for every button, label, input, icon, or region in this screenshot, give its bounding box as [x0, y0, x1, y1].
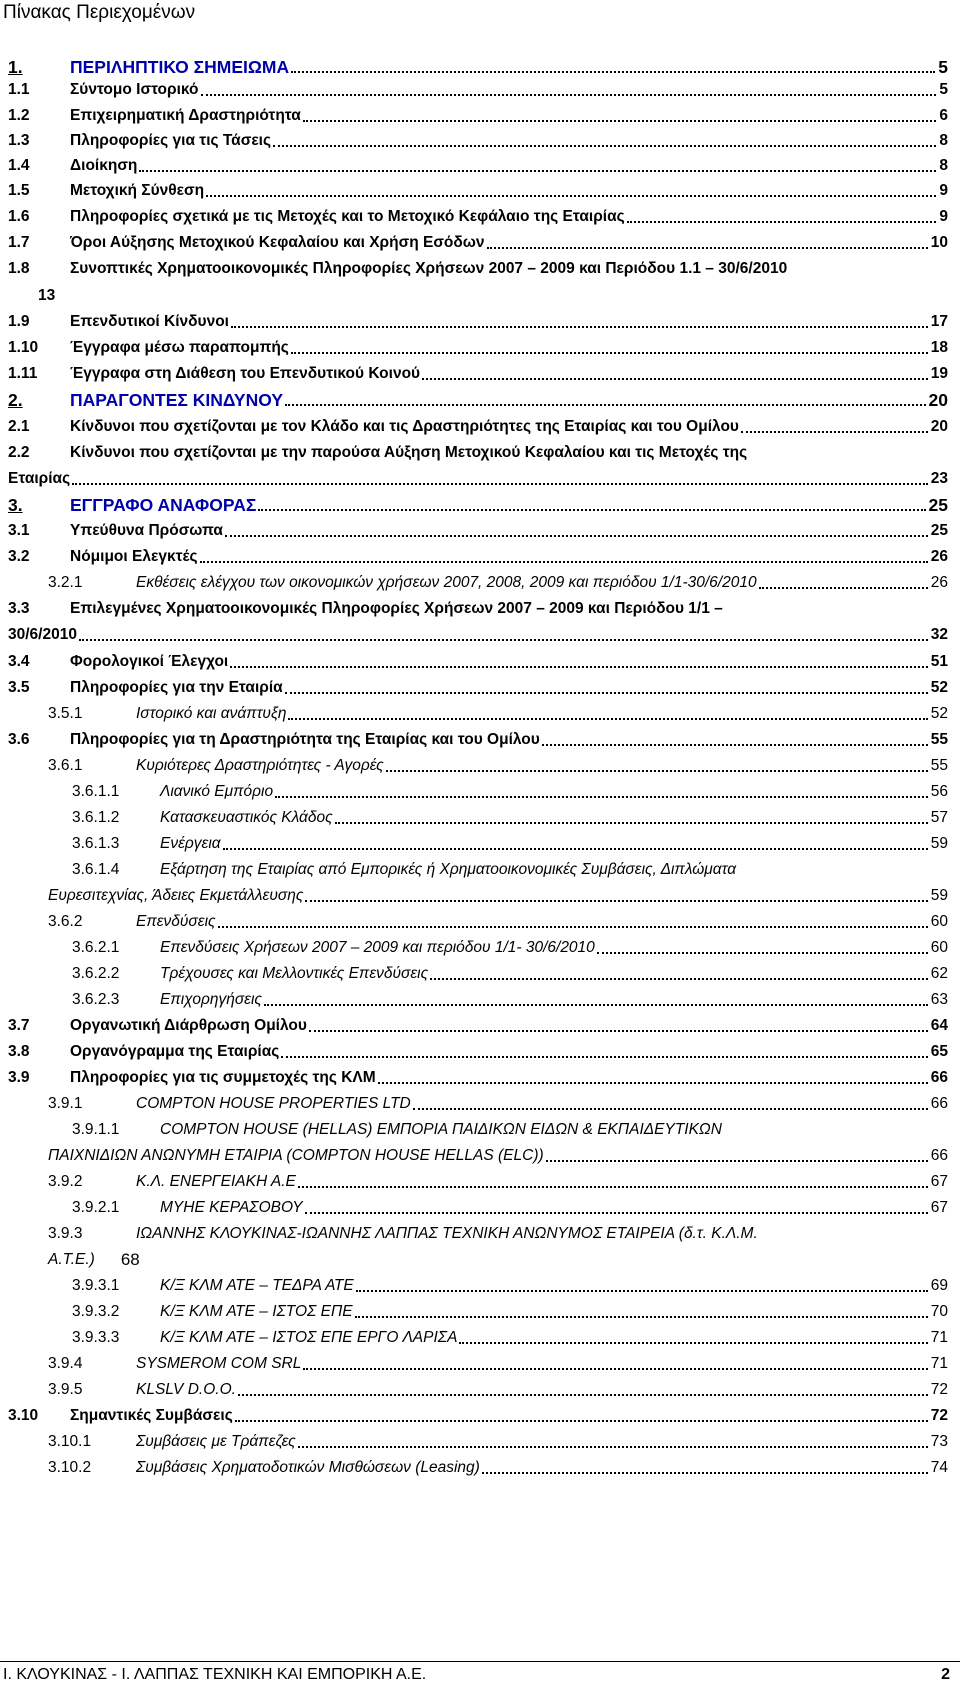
toc-entry[interactable] — [0, 1354, 948, 1374]
toc-entry-number: 3.8 — [8, 1043, 30, 1060]
toc-entry[interactable] — [0, 1172, 948, 1192]
toc-entry-continuation[interactable] — [0, 286, 948, 306]
dot-leader — [386, 756, 928, 776]
toc-entry-number: 3.6.1.3 — [72, 835, 120, 852]
toc-entry-title: Εκθέσεις ελέγχου των οικονομικών χρήσεων 2007, 2008, 2009 και περιόδου 1/1-30/6/2010 — [136, 574, 757, 591]
toc-entry-title-continued: ΠΑΙΧΝΙΔΙΩΝ ΑΝΩΝΥΜΗ ΕΤΑΙΡΙΑ (COMPTON HOUSE HELLAS (ELC)) — [48, 1147, 544, 1164]
dot-leader — [305, 1198, 928, 1218]
dot-leader — [546, 1146, 928, 1166]
toc-entry-page: 73 — [930, 1433, 948, 1450]
toc-entry-title: Κατασκευαστικός Κλάδος — [160, 809, 333, 826]
toc-entry-page: 6 — [939, 107, 948, 124]
dot-leader — [597, 938, 928, 958]
toc-entry-title: Πληροφορίες για τις συμμετοχές της ΚΛΜ — [70, 1069, 376, 1086]
toc-entry-page: 9 — [939, 182, 948, 199]
toc-entry-page: 19 — [930, 365, 948, 382]
toc-entry[interactable] — [0, 599, 948, 619]
toc-entry[interactable] — [0, 834, 948, 854]
toc-entry-number: 2. — [8, 390, 23, 410]
dot-leader — [72, 469, 928, 489]
toc-entry-number: 1.8 — [8, 260, 30, 277]
toc-entry-page: 10 — [930, 234, 948, 251]
toc-entry-number: 3.9.4 — [48, 1355, 83, 1372]
toc-entry-number: 3.9.5 — [48, 1381, 83, 1398]
toc-entry-number: 3.9.3.3 — [72, 1329, 120, 1346]
toc-entry-number: 3.9.1 — [48, 1095, 83, 1112]
toc-entry-title: Συμβάσεις με Τράπεζες — [136, 1433, 296, 1450]
dot-leader — [281, 1042, 927, 1062]
toc-entry-number: 3.6.1.1 — [72, 783, 120, 800]
toc-entry-title: Οργανωτική Διάρθρωση Ομίλου — [70, 1017, 307, 1034]
toc-entry[interactable] — [0, 181, 948, 201]
toc-entry-title: Πληροφορίες για τις Τάσεις — [70, 132, 272, 149]
dot-leader — [487, 233, 928, 253]
toc-entry-title: ΠΕΡΙΛΗΠΤΙΚΟ ΣΗΜΕΙΩΜΑ — [70, 57, 290, 77]
toc-entry-title: ΠΑΡΑΓΟΝΤΕΣ ΚΙΝΔΥΝΟΥ — [70, 390, 284, 410]
toc-entry-title: Νόμιμοι Ελεγκτές — [70, 548, 198, 565]
toc-entry-title: Επιλεγμένες Χρηματοοικονομικές Πληροφορίες Χρήσεων 2007 – 2009 και Περιόδου 1/1 – — [70, 600, 723, 617]
dot-leader — [288, 704, 927, 724]
dot-leader — [273, 131, 936, 151]
toc-entry-number: 3.6.2 — [48, 913, 83, 930]
dot-leader — [201, 80, 937, 100]
dot-leader — [298, 1432, 928, 1452]
dot-leader — [275, 782, 928, 802]
toc-entry-title: Συνοπτικές Χρηματοοικονομικές Πληροφορίες Χρήσεων 2007 – 2009 και Περιόδου 1.1 – 30/6/2010 — [70, 260, 788, 277]
toc-entry-page: 60 — [930, 939, 948, 956]
dot-leader — [482, 1458, 928, 1478]
footer-company: Ι. ΚΛΟΥΚΙΝΑΣ - Ι. ΛΑΠΠΑΣ ΤΕΧΝΙΚΗ ΚΑΙ ΕΜΠΟΡΙΚΗ Α.Ε. — [3, 1666, 427, 1683]
dot-leader — [79, 625, 928, 645]
toc-entry-title: Μετοχική Σύνθεση — [70, 182, 205, 199]
toc-entry-page: 74 — [930, 1459, 948, 1476]
toc-entry-number: 3.4 — [8, 653, 30, 670]
toc-entry[interactable] — [0, 1406, 948, 1426]
dot-leader — [231, 312, 928, 332]
toc-entry-number: 1.10 — [8, 339, 39, 356]
toc-entry-number: 3.9.3.2 — [72, 1303, 120, 1320]
dot-leader — [235, 1406, 928, 1426]
toc-entry-number: 3.10.2 — [48, 1459, 92, 1476]
toc-entry-number: 3.7 — [8, 1017, 30, 1034]
toc-entry-title: Σύντομο Ιστορικό — [70, 81, 199, 98]
toc-entry-number: 3.6.1.4 — [72, 861, 120, 878]
toc-entry[interactable] — [0, 782, 948, 802]
dot-leader — [542, 730, 928, 750]
dot-leader — [627, 207, 937, 227]
toc-entry-page: 17 — [930, 313, 948, 330]
toc-entry-page: 26 — [930, 548, 948, 565]
toc-entry-page: 71 — [930, 1329, 948, 1346]
page-title: Πίνακας Περιεχομένων — [3, 2, 196, 23]
toc-entry-title-continued: Ευρεσιτεχνίας, Άδειες Εκμετάλλευσης — [48, 887, 304, 904]
toc-entry-number: 3.9.2.1 — [72, 1199, 120, 1216]
toc-entry[interactable] — [0, 312, 948, 332]
toc-entry-number: 3.3 — [8, 600, 30, 617]
toc-entry[interactable] — [0, 1198, 948, 1218]
toc-entry-page: 55 — [930, 757, 948, 774]
toc-entry-page: 52 — [930, 705, 948, 722]
toc-entry-title: Ιστορικό και ανάπτυξη — [136, 705, 287, 722]
toc-entry-continuation[interactable] — [0, 625, 948, 645]
toc-entry-title: KLSLV D.O.O. — [136, 1381, 236, 1398]
dot-leader — [298, 1172, 928, 1192]
toc-entry-title: Κυριότερες Δραστηριότητες - Αγορές — [136, 757, 384, 774]
toc-entry[interactable] — [0, 156, 948, 176]
toc-entry-page: 26 — [930, 574, 948, 591]
toc-entry-number: 1.3 — [8, 132, 30, 149]
toc-entry[interactable] — [0, 1120, 948, 1140]
dot-leader — [303, 1354, 927, 1374]
toc-entry-page: 59 — [930, 835, 948, 852]
dot-leader — [230, 652, 928, 672]
toc-entry-page: 55 — [930, 731, 948, 748]
toc-entry-number: 3.9 — [8, 1069, 30, 1086]
toc-entry-title: Οργανόγραμμα της Εταιρίας — [70, 1043, 280, 1060]
toc-entry[interactable] — [0, 964, 948, 984]
toc-entry-title: Τρέχουσες και Μελλοντικές Επενδύσεις — [160, 965, 429, 982]
footer-page-number: 2 — [941, 1666, 950, 1683]
toc-entry[interactable] — [0, 1276, 948, 1296]
toc-entry-continuation[interactable] — [0, 1250, 948, 1270]
toc-entry[interactable] — [0, 652, 948, 672]
toc-entry-page: 62 — [930, 965, 948, 982]
toc-entry-number: 1.1 — [8, 81, 30, 98]
toc-entry-number: 2.2 — [8, 444, 30, 461]
dot-leader — [430, 964, 928, 984]
dot-leader — [139, 156, 936, 176]
toc-entry-number: 2.1 — [8, 418, 30, 435]
toc-entry-continuation[interactable] — [0, 469, 948, 489]
toc-entry-page: 63 — [930, 991, 948, 1008]
toc-entry[interactable] — [0, 364, 948, 384]
toc-entry-title: Κ/Ξ ΚΛΜ ΑΤΕ – ΙΣΤΟΣ ΕΠΕ ΕΡΓΟ ΛΑΡΙΣΑ — [160, 1329, 458, 1346]
dot-leader — [759, 573, 928, 593]
toc-entry-number: 3.5.1 — [48, 705, 83, 722]
toc-entry-number: 3.9.3.1 — [72, 1277, 120, 1294]
toc-entry-number: 3.6.1.2 — [72, 809, 120, 826]
toc-entry-number: 1.7 — [8, 234, 30, 251]
toc-entry[interactable] — [0, 233, 948, 253]
dot-leader — [335, 808, 928, 828]
toc-entry-number: 3.9.3 — [48, 1225, 83, 1242]
dot-leader — [355, 1302, 928, 1322]
toc-entry[interactable] — [0, 207, 948, 227]
toc-entry-page: 59 — [930, 887, 948, 904]
dot-leader — [291, 57, 935, 77]
toc-entry-page: 72 — [930, 1407, 948, 1424]
dot-leader — [741, 417, 928, 437]
toc-entry[interactable] — [0, 704, 948, 724]
toc-entry[interactable] — [0, 80, 948, 100]
dot-leader — [378, 1068, 928, 1088]
toc-entry[interactable] — [0, 808, 948, 828]
toc-entry[interactable] — [0, 1458, 948, 1478]
dot-leader — [223, 834, 928, 854]
toc-entry-page: 20 — [928, 390, 948, 410]
toc-entry[interactable] — [0, 131, 948, 151]
toc-entry-page: 51 — [930, 653, 948, 670]
toc-entry-title: Έγγραφα στη Διάθεση του Επενδυτικού Κοινού — [70, 365, 421, 382]
toc-entry-number: 1.5 — [8, 182, 30, 199]
toc-entry-title: Πληροφορίες σχετικά με τις Μετοχές και το Μετοχικό Κεφάλαιο της Εταιρίας — [70, 208, 625, 225]
toc-entry-title: Κίνδυνοι που σχετίζονται με τον Κλάδο και τις Δραστηριότητες της Εταιρίας και του Ομίλου — [70, 418, 739, 435]
toc-entry[interactable] — [0, 1068, 948, 1088]
toc-entry-page: 66 — [930, 1095, 948, 1112]
toc-entry-page: 66 — [930, 1069, 948, 1086]
toc-entry-number: 1.4 — [8, 157, 30, 174]
toc-entry-page: 20 — [930, 418, 948, 435]
toc-entry-title: Συμβάσεις Χρηματοδοτικών Μισθώσεων (Leasing) — [136, 1459, 480, 1476]
toc-entry-page: 60 — [930, 913, 948, 930]
toc-entry[interactable] — [0, 1380, 948, 1400]
toc-entry-title: ΕΓΓΡΑΦΟ ΑΝΑΦΟΡΑΣ — [70, 495, 257, 515]
toc-entry-title-continued: 30/6/2010 — [8, 626, 77, 643]
toc-entry-title: Διοίκηση — [70, 157, 138, 174]
toc-entry-number: 1.2 — [8, 107, 30, 124]
toc-entry[interactable] — [0, 443, 948, 463]
toc-entry-page: 25 — [928, 495, 948, 515]
dot-leader — [285, 390, 926, 410]
toc-entry[interactable] — [0, 938, 948, 958]
toc-entry-title-continued: Α.Τ.Ε.) — [48, 1251, 95, 1268]
toc-entry[interactable] — [0, 1016, 948, 1036]
dot-leader — [206, 181, 936, 201]
toc-entry-title: Έγγραφα μέσω παραπομπής — [70, 339, 289, 356]
toc-entry-page: 71 — [930, 1355, 948, 1372]
toc-entry-title: Σημαντικές Συμβάσεις — [70, 1407, 233, 1424]
dot-leader — [264, 990, 928, 1010]
toc-entry-page: 25 — [930, 522, 948, 539]
dot-leader — [200, 547, 928, 567]
toc-entry-number: 3.6.1 — [48, 757, 83, 774]
toc-entry-title: Κ/Ξ ΚΛΜ ΑΤΕ – ΤΕΔΡΑ ΑΤΕ — [160, 1277, 354, 1294]
toc-entry-continuation[interactable] — [0, 886, 948, 906]
toc-entry-number: 3.9.1.1 — [72, 1121, 120, 1138]
toc-entry-page: 8 — [939, 132, 948, 149]
toc-entry[interactable] — [0, 860, 948, 880]
toc-entry-title: COMPTON HOUSE PROPERTIES LTD — [136, 1095, 411, 1112]
toc-entry[interactable] — [0, 1094, 948, 1114]
dot-leader — [258, 495, 925, 515]
dot-leader — [422, 364, 928, 384]
toc-entry-title-continued: Εταιρίας — [8, 470, 71, 487]
dot-leader — [309, 1016, 928, 1036]
dot-leader — [225, 521, 928, 541]
toc-entry-page: 72 — [930, 1381, 948, 1398]
toc-entry-number: 3. — [8, 495, 23, 515]
toc-entry[interactable] — [0, 57, 948, 77]
toc-entry-title: Υπεύθυνα Πρόσωπα — [70, 522, 223, 539]
toc-entry-page: 52 — [930, 679, 948, 696]
toc-entry-number: 3.9.2 — [48, 1173, 83, 1190]
toc-entry[interactable] — [0, 259, 948, 279]
toc-entry-title: ΜΥΗΕ ΚΕΡΑΣΟΒΟΥ — [160, 1199, 303, 1216]
toc-entry-title: Κ/Ξ ΚΛΜ ΑΤΕ – ΙΣΤΟΣ ΕΠΕ — [160, 1303, 353, 1320]
toc-entry-title: COMPTON HOUSE (HELLAS) ΕΜΠΟΡΙΑ ΠΑΙΔΙΚΩΝ ΕΙΔΩΝ & ΕΚΠΑΙΔΕΥΤΙΚΩΝ — [160, 1121, 722, 1138]
toc-entry[interactable] — [0, 1328, 948, 1348]
toc-entry[interactable] — [0, 417, 948, 437]
toc-entry-title: Εξάρτηση της Εταιρίας από Εμπορικές ή Χρηματοοικονομικές Συμβάσεις, Διπλώματα — [160, 861, 737, 878]
toc-entry-page: 66 — [930, 1147, 948, 1164]
toc-entry-number: 1.9 — [8, 313, 30, 330]
toc-entry[interactable] — [0, 1302, 948, 1322]
toc-entry-page: 32 — [930, 626, 948, 643]
toc-entry-number: 1. — [8, 57, 23, 77]
dot-leader — [218, 912, 928, 932]
dot-leader — [291, 338, 928, 358]
toc-entry[interactable] — [0, 106, 948, 126]
toc-entry-page: 68 — [120, 1250, 140, 1269]
toc-entry[interactable] — [0, 1432, 948, 1452]
dot-leader — [238, 1380, 928, 1400]
toc-entry-title: Πληροφορίες για την Εταιρία — [70, 679, 283, 696]
toc-entry-title: Επενδυτικοί Κίνδυνοι — [70, 313, 229, 330]
toc-entry[interactable] — [0, 912, 948, 932]
toc-entry-page: 65 — [930, 1043, 948, 1060]
toc-entry-page: 8 — [939, 157, 948, 174]
toc-entry[interactable] — [0, 390, 948, 410]
toc-entry-title: Πληροφορίες για τη Δραστηριότητα της Εταιρίας και του Ομίλου — [70, 731, 540, 748]
toc-entry-page: 5 — [938, 57, 948, 77]
dot-leader — [285, 678, 928, 698]
toc-entry[interactable] — [0, 1042, 948, 1062]
toc-entry-page: 67 — [930, 1173, 948, 1190]
toc-entry-title: Κίνδυνοι που σχετίζονται με την παρούσα Αύξηση Μετοχικού Κεφαλαίου και τις Μετοχές της — [70, 444, 748, 461]
dot-leader — [305, 886, 927, 906]
toc-entry-title: Επιχορηγήσεις — [160, 991, 262, 1008]
toc-entry-continuation[interactable] — [0, 1146, 948, 1166]
footer-divider — [0, 1661, 960, 1662]
dot-leader — [413, 1094, 928, 1114]
toc-entry[interactable] — [0, 338, 948, 358]
toc-entry-number: 3.5 — [8, 679, 30, 696]
dot-leader — [459, 1328, 927, 1348]
toc-entry[interactable] — [0, 547, 948, 567]
toc-entry-number: 3.2 — [8, 548, 30, 565]
toc-entry-page: 5 — [939, 81, 948, 98]
dot-leader — [356, 1276, 928, 1296]
toc-entry-page: 18 — [930, 339, 948, 356]
toc-entry-page: 70 — [930, 1303, 948, 1320]
toc-entry[interactable] — [0, 730, 948, 750]
toc-entry-page: 64 — [930, 1017, 948, 1034]
toc-entry[interactable] — [0, 521, 948, 541]
toc-entry-title-continued: 13 — [38, 287, 56, 304]
toc-entry-page: 9 — [939, 208, 948, 225]
toc-entry[interactable] — [0, 678, 948, 698]
toc-entry[interactable] — [0, 573, 948, 593]
toc-entry-title: Λιανικό Εμπόριο — [160, 783, 274, 800]
toc-entry-title: Κ.Λ. ΕΝΕΡΓΕΙΑΚΗ Α.Ε — [136, 1173, 296, 1190]
toc-entry-title: SYSMEROM COM SRL — [136, 1355, 302, 1372]
toc-entry-number: 3.1 — [8, 522, 30, 539]
toc-entry-number: 3.6.2.2 — [72, 965, 120, 982]
toc-entry[interactable] — [0, 756, 948, 776]
toc-entry[interactable] — [0, 1224, 948, 1244]
toc-entry-number: 3.10.1 — [48, 1433, 92, 1450]
toc-entry-title: Ενέργεια — [160, 835, 221, 852]
toc-entry-number: 1.11 — [8, 365, 38, 382]
toc-entry-number: 3.6 — [8, 731, 30, 748]
toc-entry-number: 3.10 — [8, 1407, 39, 1424]
toc-entry-title: Επενδύσεις — [136, 913, 216, 930]
toc-entry-title: ΙΩΑΝΝΗΣ ΚΛΟΥΚΙΝΑΣ-ΙΩΑΝΝΗΣ ΛΑΠΠΑΣ ΤΕΧΝΙΚΗ ΑΝΩΝΥΜΟΣ ΕΤΑΙΡΕΙΑ (δ.τ. Κ.Λ.Μ. — [136, 1225, 758, 1242]
toc-entry-number: 3.6.2.3 — [72, 991, 120, 1008]
dot-leader — [303, 106, 937, 126]
toc-entry-title: Όροι Αύξησης Μετοχικού Κεφαλαίου και Χρήση Εσόδων — [70, 234, 485, 251]
toc-entry-page: 57 — [930, 809, 948, 826]
toc-entry-page: 69 — [930, 1277, 948, 1294]
toc-entry-page: 67 — [930, 1199, 948, 1216]
toc-entry-number: 3.6.2.1 — [72, 939, 120, 956]
toc-entry-page: 23 — [930, 470, 948, 487]
toc-entry-title: Φορολογικοί Έλεγχοι — [70, 653, 229, 670]
toc-entry-page: 56 — [930, 783, 948, 800]
toc-entry[interactable] — [0, 990, 948, 1010]
toc-entry-number: 3.2.1 — [48, 574, 83, 591]
toc-entry-title: Επιχειρηματική Δραστηριότητα — [70, 107, 301, 124]
toc-entry[interactable] — [0, 495, 948, 515]
toc-entry-number: 1.6 — [8, 208, 30, 225]
toc-entry-title: Επενδύσεις Χρήσεων 2007 – 2009 και περιόδου 1/1- 30/6/2010 — [160, 939, 595, 956]
